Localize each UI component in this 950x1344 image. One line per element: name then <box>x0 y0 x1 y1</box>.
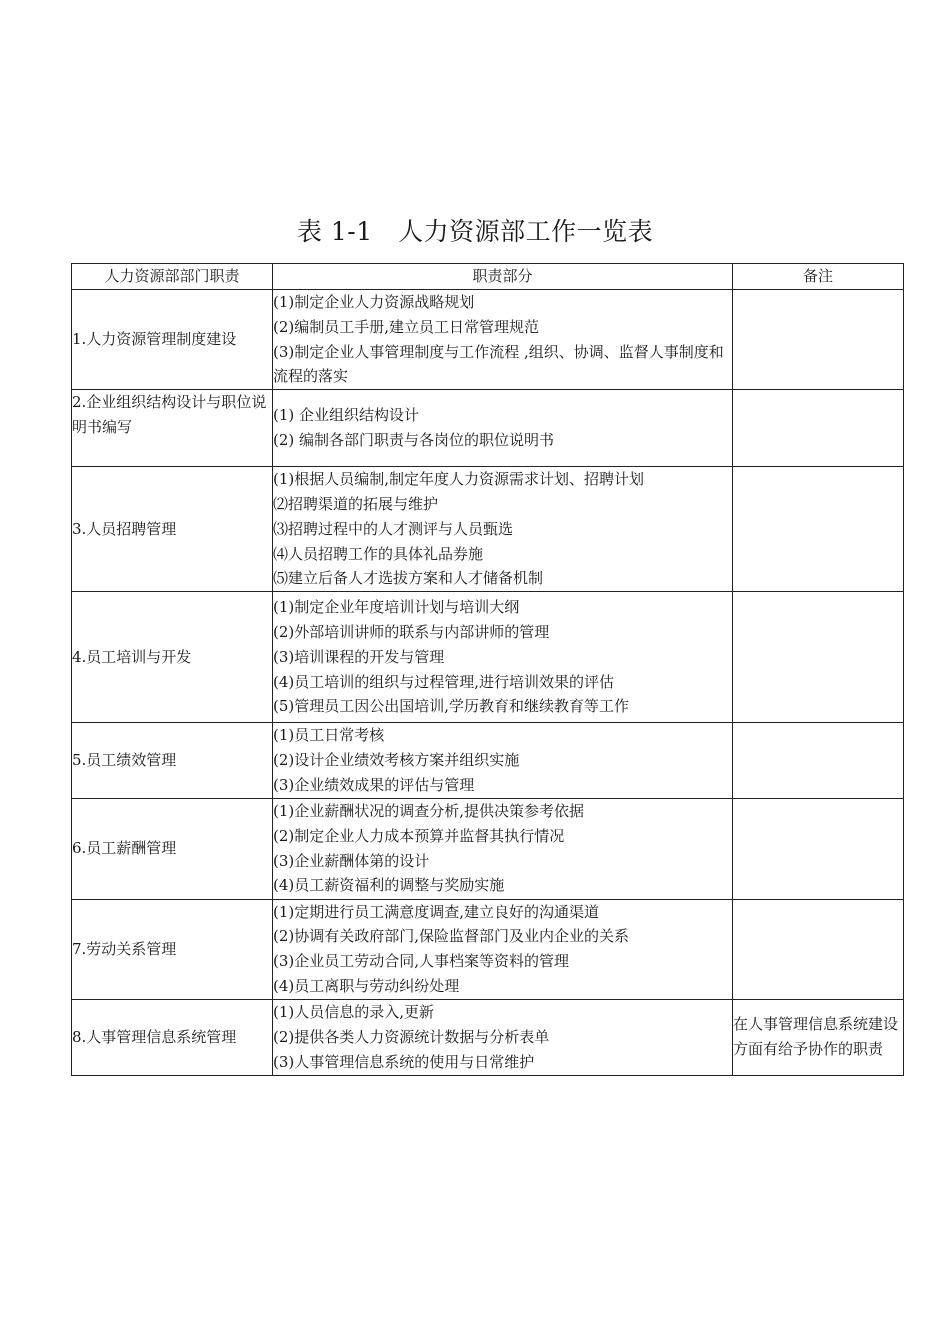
duty-item: (5)管理员工因公出国培训,学历教育和继续教育等工作 <box>273 697 630 716</box>
duty-item: (3)制定企业人事管理制度与工作流程 ,组织、协调、监督人事制度和流程的落实 <box>273 342 724 386</box>
duty-items <box>273 798 733 899</box>
duty-item: (2)制定企业人力成本预算并监督其执行情况 <box>273 826 565 845</box>
duty-item: (3)人事管理信息系统的使用与日常维护 <box>273 1052 535 1071</box>
remark-cell <box>733 290 904 390</box>
duty-item: (2)提供各类人力资源统计数据与分析表单 <box>273 1027 550 1046</box>
duty-item: (1)根据人员编制,制定年度人力资源需求计划、招聘计划 <box>273 470 645 489</box>
duty-item: (1)企业薪酬状况的调查分析,提供决策参考依据 <box>273 801 585 820</box>
remark-cell <box>733 723 904 798</box>
duty-item: (3)企业员工劳动合同,人事档案等资料的管理 <box>273 952 570 971</box>
duty-items <box>273 999 733 1075</box>
table-row <box>72 390 904 467</box>
duty-category: 5.员工绩效管理 <box>72 723 273 798</box>
table-row <box>72 723 904 798</box>
header-department-duty: 人力资源部部门职责 <box>72 264 273 290</box>
duty-category: 6.员工薪酬管理 <box>72 798 273 899</box>
hr-duties-table <box>71 263 904 1076</box>
duty-category: 1.人力资源管理制度建设 <box>72 290 273 390</box>
duty-items <box>273 592 733 723</box>
duty-item: (4)员工薪资福利的调整与奖励实施 <box>273 876 505 895</box>
duty-item: ⑸建立后备人才选拔方案和人才储备机制 <box>273 569 544 588</box>
duty-items <box>273 290 733 390</box>
remark-cell <box>733 798 904 899</box>
duty-item: (2)设计企业绩效考核方案并组织实施 <box>273 750 520 769</box>
header-remarks: 备注 <box>733 264 904 290</box>
header-duty-part: 职责部分 <box>273 264 733 290</box>
table-row <box>72 999 904 1075</box>
table-row <box>72 592 904 723</box>
duty-items <box>273 390 733 467</box>
remark-cell <box>733 899 904 999</box>
duty-item: (4)员工培训的组织与过程管理,进行培训效果的评估 <box>273 672 615 691</box>
duty-item: (1)人员信息的录入,更新 <box>273 1003 435 1022</box>
duty-category: 4.员工培训与开发 <box>72 592 273 723</box>
duty-item: (1)员工日常考核 <box>273 726 385 745</box>
duty-item: (1)制定企业年度培训计划与培训大纲 <box>273 598 520 617</box>
duty-item: ⑶招聘过程中的人才测评与人员甄选 <box>273 519 514 538</box>
duty-item: (1)定期进行员工满意度调查,建立良好的沟通渠道 <box>273 902 600 921</box>
duty-category: 2.企业组织结构设计与职位说明书编写 <box>72 390 273 467</box>
duty-items <box>273 467 733 592</box>
remark-cell <box>733 592 904 723</box>
duty-item: (1) 企业组织结构设计 <box>273 406 420 425</box>
duty-category: 8.人事管理信息系统管理 <box>72 999 273 1075</box>
duty-item: (3)培训课程的开发与管理 <box>273 647 445 666</box>
duty-items <box>273 899 733 999</box>
table-header-row <box>72 264 904 290</box>
duty-item: (3)企业薪酬体第的设计 <box>273 851 430 870</box>
duty-item: ⑷人员招聘工作的具体礼品券施 <box>273 544 484 563</box>
table-row <box>72 899 904 999</box>
duty-item: (2)协调有关政府部门,保险监督部门及业内企业的关系 <box>273 927 630 946</box>
duty-item: (4)员工离职与劳动纠纷处理 <box>273 976 460 995</box>
duty-item: (3)企业绩效成果的评估与管理 <box>273 775 475 794</box>
remark-cell <box>733 467 904 592</box>
table-title: 表 1-1 人力资源部工作一览表 <box>296 217 654 246</box>
table-row <box>72 290 904 390</box>
duty-item: ⑵招聘渠道的拓展与维护 <box>273 494 439 513</box>
duty-category: 3.人员招聘管理 <box>72 467 273 592</box>
remark-cell: 在人事管理信息系统建设方面有给予协作的职责 <box>733 999 904 1075</box>
duty-item: (1)制定企业人力资源战略规划 <box>273 293 475 311</box>
table-row <box>72 798 904 899</box>
duty-item: (2) 编制各部门职责与各岗位的职位说明书 <box>273 431 555 450</box>
remark-cell <box>733 390 904 467</box>
duty-items <box>273 723 733 798</box>
duty-item: (2)编制员工手册,建立员工日常管理规范 <box>273 317 540 336</box>
duty-category: 7.劳动关系管理 <box>72 899 273 999</box>
table-row <box>72 467 904 592</box>
duty-item: (2)外部培训讲师的联系与内部讲师的管理 <box>273 622 550 641</box>
